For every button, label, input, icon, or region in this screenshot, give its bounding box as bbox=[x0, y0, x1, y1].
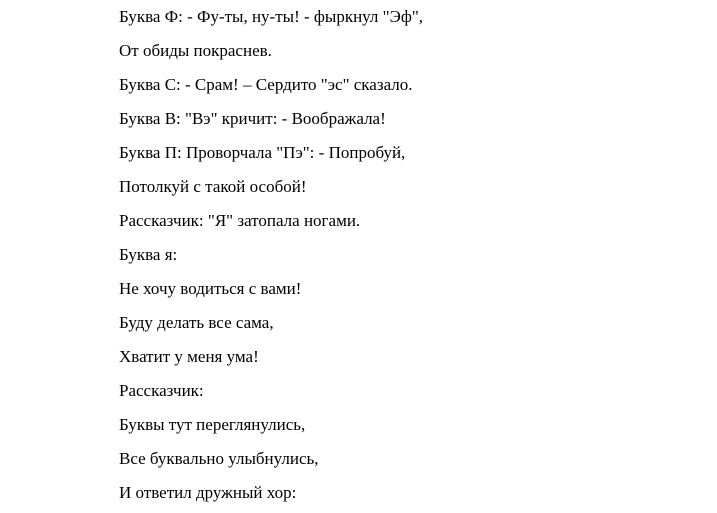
text-line: Буква В: "Вэ" кричит: - Воображала! bbox=[119, 109, 386, 128]
text-line: Буква С: - Срам! – Сердито "эс" сказало. bbox=[119, 75, 413, 94]
text-line: Потолкуй с такой особой! bbox=[119, 177, 307, 196]
text-line: Буквы тут переглянулись, bbox=[119, 415, 306, 434]
text-line: Рассказчик: "Я" затопала ногами. bbox=[119, 211, 361, 230]
text-line: От обиды покраснев. bbox=[119, 41, 272, 60]
text-line: Все буквально улыбнулись, bbox=[119, 449, 319, 468]
text-line: Буква я: bbox=[119, 245, 178, 264]
text-line: Буква Ф: - Фу-ты, ну-ты! - фыркнул "Эф", bbox=[119, 7, 424, 26]
text-line: И ответил дружный хор: bbox=[119, 483, 297, 502]
text-line: Буду делать все сама, bbox=[119, 313, 274, 332]
text-line: Не хочу водиться с вами! bbox=[119, 279, 302, 298]
text-line: Рассказчик: bbox=[119, 381, 204, 400]
text-line: Буква П: Проворчала "Пэ": - Попробуй, bbox=[119, 143, 406, 162]
document-text bbox=[119, 3, 423, 513]
text-line: Хватит у меня ума! bbox=[119, 347, 259, 366]
